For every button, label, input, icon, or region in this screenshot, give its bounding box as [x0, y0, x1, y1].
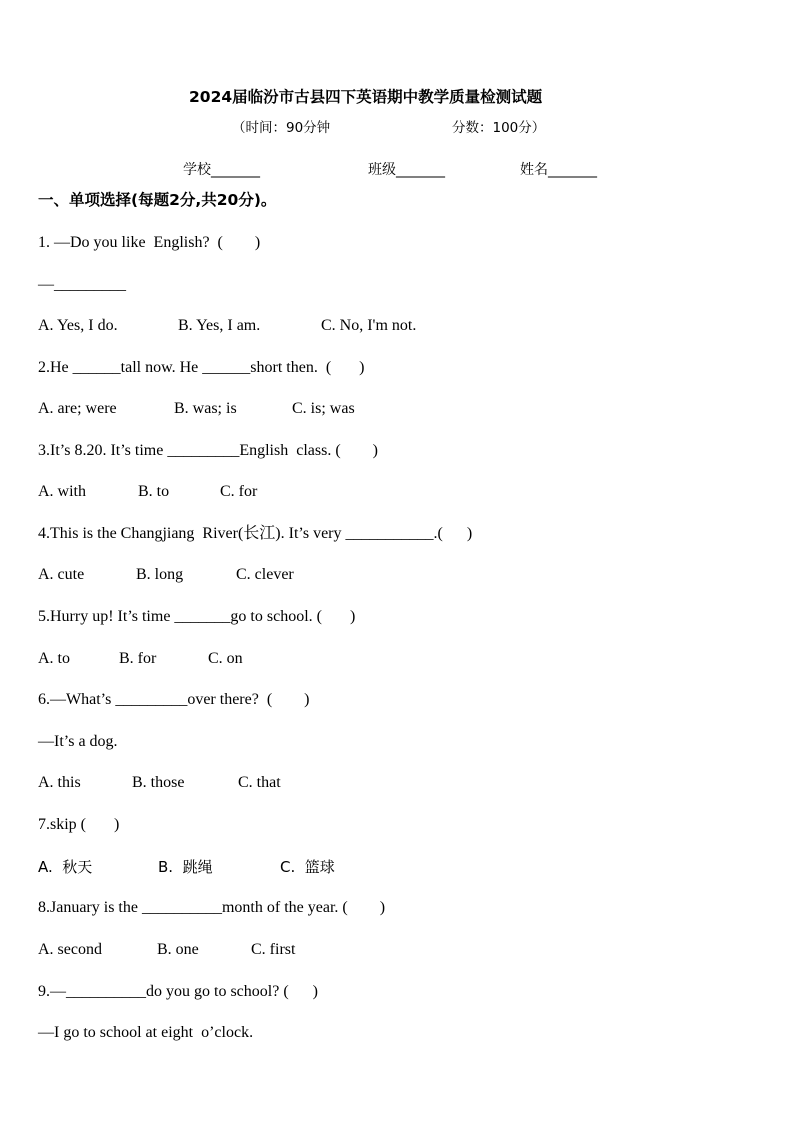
exam-time: （时间：90分钟	[232, 120, 331, 136]
question-8-option-a: A. second	[38, 941, 102, 958]
question-4-option-a: A. cute	[38, 566, 85, 583]
question-3-stem: 3.It’s 8.20. It’s time _________English class. ( )	[38, 442, 378, 459]
question-5-option-c: C. on	[208, 650, 243, 667]
question-6-answer-line: —It’s a dog.	[38, 733, 118, 750]
question-6-option-c: C. that	[238, 774, 281, 791]
exam-score: 分数：100分）	[452, 120, 546, 136]
school-field: 学校_______	[183, 162, 260, 178]
question-4-option-c: C. clever	[236, 566, 294, 583]
page-title: 2024届临汾市古县四下英语期中教学质量检测试题	[189, 88, 543, 106]
question-6-option-a: A. this	[38, 774, 81, 791]
name-field: 姓名_______	[520, 162, 597, 178]
question-1-option-b: B. Yes, I am.	[178, 317, 261, 334]
question-6-stem: 6.—What’s _________over there? ( )	[38, 691, 310, 708]
question-4-option-b: B. long	[136, 566, 184, 583]
question-1-answer-line: —_________	[38, 276, 126, 293]
question-5-stem: 5.Hurry up! It’s time _______go to school. ( )	[38, 608, 356, 625]
question-1-option-a: A. Yes, I do.	[38, 317, 118, 334]
question-6-option-b: B. those	[132, 774, 185, 791]
section-heading: 一、单项选择(每题2分,共20分)。	[38, 191, 277, 209]
question-4-stem: 4.This is the Changjiang River(长江). It’s very ___________.( )	[38, 525, 473, 542]
question-7-stem: 7.skip ( )	[38, 816, 120, 833]
question-8-stem: 8.January is the __________month of the year. ( )	[38, 899, 386, 916]
question-9-stem: 9.—__________do you go to school? ( )	[38, 983, 318, 1000]
question-1-option-c: C. No, I'm not.	[321, 317, 417, 334]
class-field: 班级_______	[368, 162, 445, 178]
question-2-option-c: C. is; was	[292, 400, 355, 417]
question-3-option-a: A. with	[38, 483, 86, 500]
question-5-option-b: B. for	[119, 650, 157, 667]
question-7-option-c: C. 篮球	[280, 858, 335, 876]
question-2-option-b: B. was; is	[174, 400, 237, 417]
question-1-stem: 1. —Do you like English? ( )	[38, 234, 261, 251]
question-7-option-a: A. 秋天	[38, 858, 93, 876]
question-9-answer-line: —I go to school at eight o’clock.	[38, 1024, 254, 1041]
question-2-option-a: A. are; were	[38, 400, 117, 417]
question-8-option-b: B. one	[157, 941, 199, 958]
question-3-option-c: C. for	[220, 483, 258, 500]
question-3-option-b: B. to	[138, 483, 170, 500]
question-2-stem: 2.He ______tall now. He ______short then. ( )	[38, 359, 365, 376]
question-5-option-a: A. to	[38, 650, 70, 667]
question-8-option-c: C. first	[251, 941, 296, 958]
question-7-option-b: B. 跳绳	[158, 858, 213, 876]
